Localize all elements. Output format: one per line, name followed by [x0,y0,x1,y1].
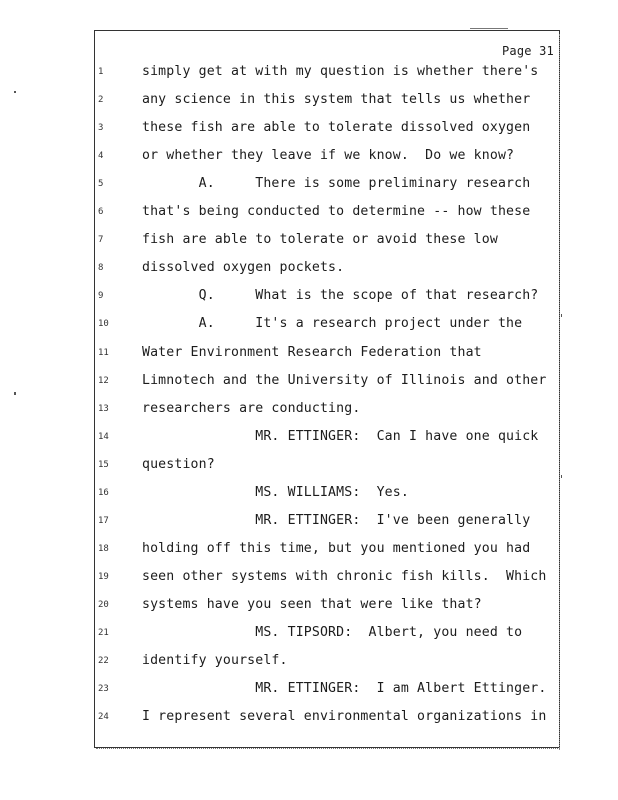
line-number: 22 [98,656,109,667]
line-number: 5 [98,179,104,190]
line-number: 11 [98,347,109,358]
transcript-line [0,651,618,671]
scan-speck [561,314,562,317]
line-text: A. It's a research project under the [142,316,523,332]
transcript-line [0,174,618,194]
line-number: 1 [98,67,104,77]
transcript-line [0,455,618,475]
line-number: 6 [98,207,104,218]
transcript-line [0,595,618,615]
line-number: 18 [98,543,109,554]
line-number: 4 [98,151,104,162]
line-number: 23 [98,684,109,695]
line-text: these fish are able to tolerate dissolved oxygen [142,120,531,136]
line-text: Q. What is the scope of that research? [142,288,539,304]
line-number: 21 [98,628,109,638]
transcript-line [0,679,618,699]
line-text: any science in this system that tells us whether [142,92,531,108]
transcript-line [0,371,618,391]
line-text: MR. ETTINGER: I've been generally [142,512,531,528]
transcript-line [0,399,618,419]
line-text: that's being conducted to determine -- how these [142,204,531,220]
line-number: 14 [98,431,109,442]
line-text: or whether they leave if we know. Do we know? [142,148,515,164]
line-text: dissolved oxygen pockets. [142,260,345,276]
scan-speck [14,392,16,395]
line-text: holding off this time, but you mentioned you had [142,540,531,556]
transcript-line [0,567,618,587]
transcript-line [0,539,618,559]
line-text: systems have you seen that were like that? [142,596,482,612]
line-number: 13 [98,403,109,414]
line-number: 9 [98,291,104,302]
line-text: identify yourself. [142,653,288,669]
transcript-line [0,623,618,643]
transcript-line [0,343,618,363]
transcript-line [0,427,618,447]
line-text: MS. WILLIAMS: Yes. [142,484,409,500]
page-edge-bottom [96,748,560,751]
line-number: 17 [98,515,109,526]
line-text: A. There is some preliminary research [142,176,531,192]
transcript-line [0,118,618,138]
line-number: 15 [98,459,109,470]
page-number: Page 31 [502,44,554,58]
scan-speck [561,475,562,478]
page-top-mark [470,28,508,29]
transcript-line [0,202,618,222]
scan-speck [14,91,16,93]
transcript-line [0,62,618,82]
transcript-line [0,483,618,503]
line-number: 7 [98,235,104,246]
line-number: 24 [98,712,109,723]
line-number: 2 [98,95,104,106]
line-text: fish are able to tolerate or avoid these low [142,232,498,248]
line-number: 12 [98,375,109,386]
line-text: simply get at with my question is whether there's [142,64,539,79]
line-number: 10 [98,319,109,330]
line-text: question? [142,456,215,472]
transcript-line [0,146,618,166]
transcript-line [0,258,618,278]
line-text: MS. TIPSORD: Albert, you need to [142,625,523,640]
transcript-line [0,314,618,334]
transcript-line [0,286,618,306]
line-number: 16 [98,487,109,498]
line-number: 20 [98,599,109,610]
line-text: MR. ETTINGER: Can I have one quick [142,428,539,444]
transcript-line [0,511,618,531]
line-number: 8 [98,263,104,274]
line-number: 3 [98,123,104,134]
transcript-line [0,707,618,727]
transcript-line [0,230,618,250]
line-text: Water Environment Research Federation that [142,344,482,360]
line-text: Limnotech and the University of Illinois and other [142,372,547,388]
transcript-line [0,90,618,110]
line-text: I represent several environmental organizations in [142,709,547,725]
line-text: MR. ETTINGER: I am Albert Ettinger. [142,681,547,697]
line-text: seen other systems with chronic fish kills. Which [142,568,547,584]
line-text: researchers are conducting. [142,400,361,416]
line-number: 19 [98,571,109,582]
